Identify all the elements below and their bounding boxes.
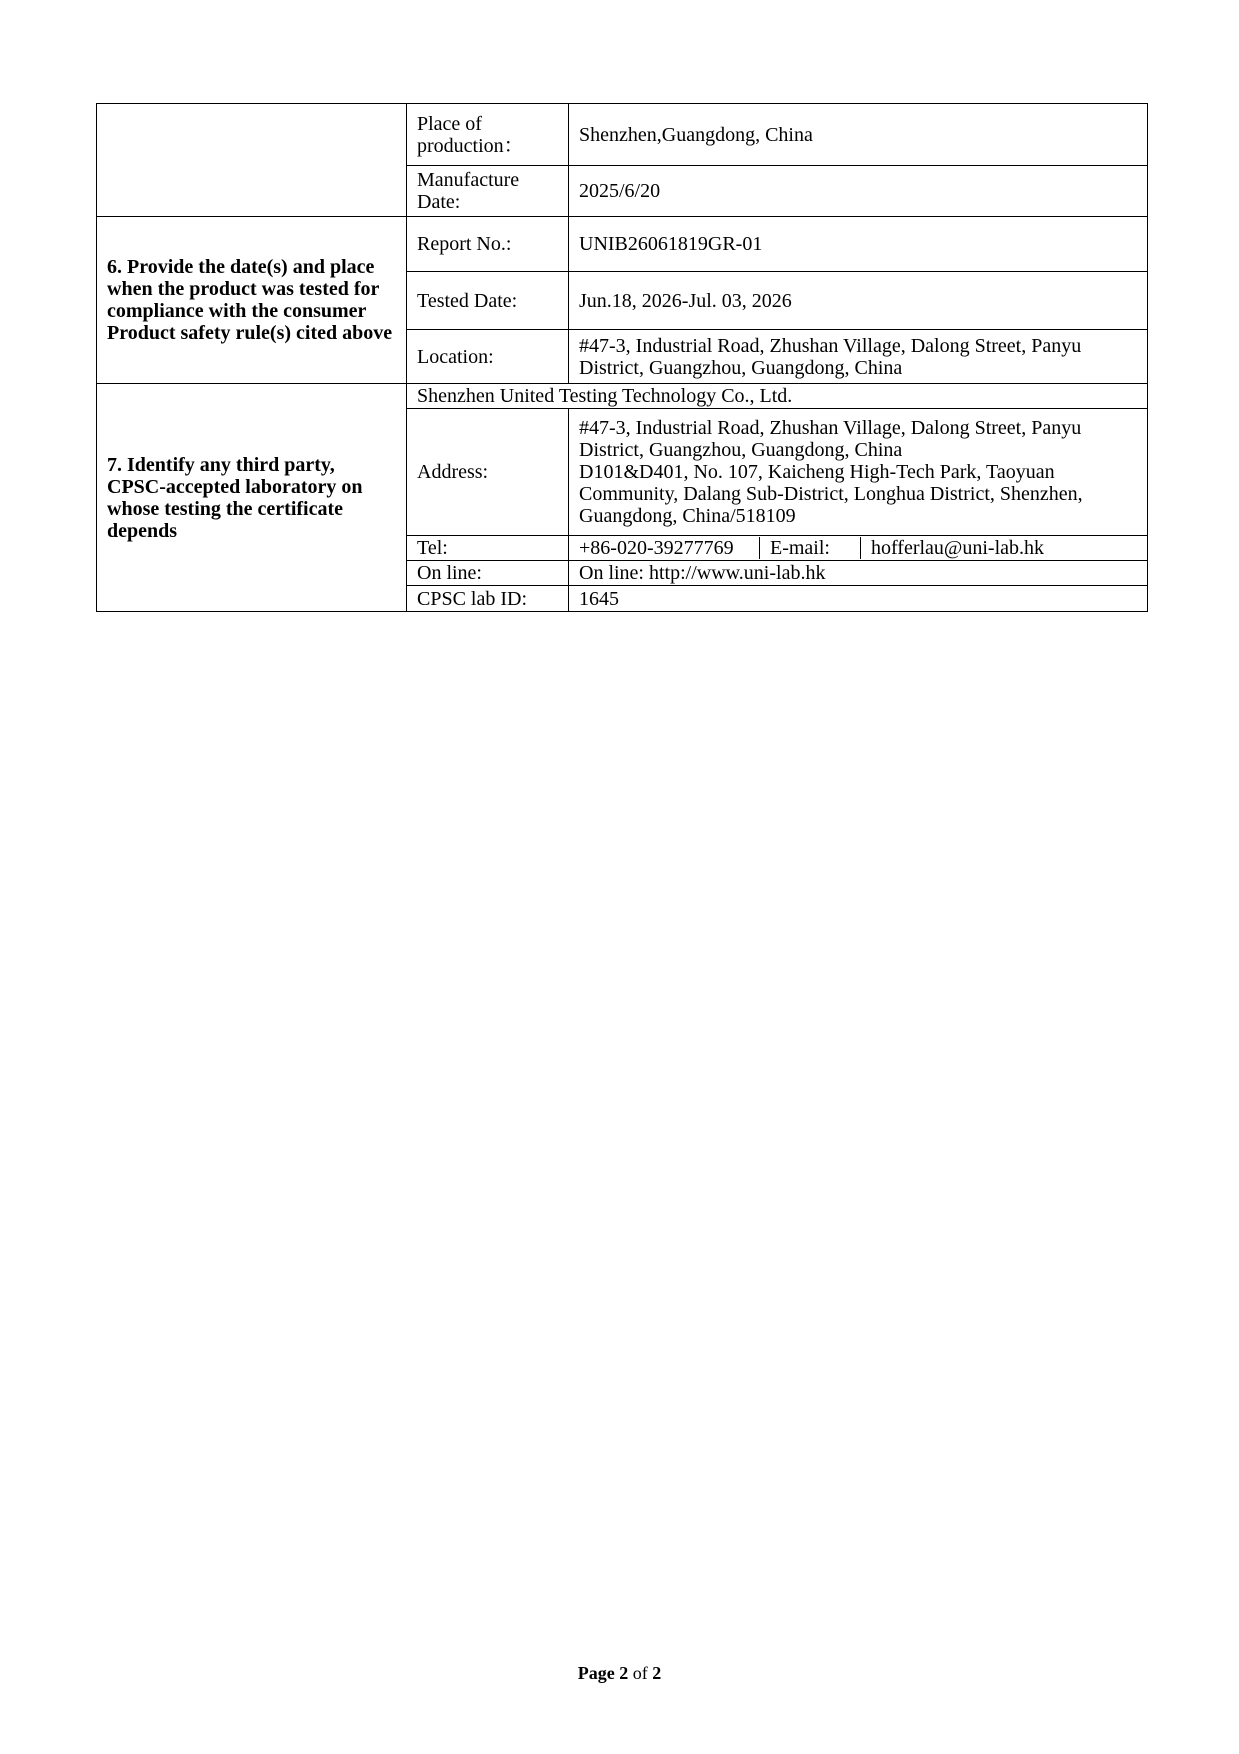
- empty-question-cell: [97, 104, 407, 217]
- online-label: On line:: [407, 561, 569, 586]
- email-value: hofferlau@uni-lab.hk: [871, 537, 1044, 559]
- question-7: 7. Identify any third party, CPSC-accepted laboratory on whose testing the certificate depends: [97, 384, 407, 612]
- location-value: #47-3, Industrial Road, Zhushan Village, Dalong Street, Panyu District, Guangzhou, Guangdong, China: [569, 330, 1148, 384]
- email-label: E-mail:: [760, 537, 861, 559]
- report-no-value: UNIB26061819GR-01: [569, 217, 1148, 272]
- report-no-label: Report No.:: [407, 217, 569, 272]
- address-line-1: #47-3, Industrial Road, Zhushan Village, Dalong Street, Panyu District, Guangzhou, Guangdong, China: [579, 417, 1082, 461]
- page-footer: [0, 1663, 1239, 1684]
- online-value: On line: http://www.uni-lab.hk: [569, 561, 1148, 586]
- page-total: 2: [652, 1663, 662, 1683]
- place-label: Place of production：: [407, 104, 569, 166]
- location-label: Location:: [407, 330, 569, 384]
- page-word: Page: [577, 1663, 615, 1683]
- address-label: Address:: [407, 409, 569, 536]
- table-row: [97, 384, 1148, 409]
- contact-cell: [569, 536, 1148, 561]
- of-word: of: [632, 1663, 648, 1683]
- certificate-table: [96, 103, 1148, 612]
- lab-name: Shenzhen United Testing Technology Co., Ltd.: [407, 384, 1148, 409]
- table-row: [97, 104, 1148, 166]
- tel-value: +86-020-39277769: [579, 537, 760, 559]
- manufacture-date-value: 2025/6/20: [569, 166, 1148, 217]
- cpsc-lab-id-value: 1645: [569, 586, 1148, 612]
- manufacture-date-label: Manufacture Date:: [407, 166, 569, 217]
- tested-date-label: Tested Date:: [407, 272, 569, 330]
- table-row: [97, 217, 1148, 272]
- page-current: 2: [619, 1663, 629, 1683]
- question-6: 6. Provide the date(s) and place when the product was tested for compliance with the consumer Product safety rule(s) cited above: [97, 217, 407, 384]
- address-line-2: D101&D401, No. 107, Kaicheng High-Tech Park, Taoyuan Community, Dalang Sub-District, Longhua District, Shenzhen, Guangdong, China/518109: [579, 461, 1083, 527]
- tel-label: Tel:: [407, 536, 569, 561]
- place-value: Shenzhen,Guangdong, China: [569, 104, 1148, 166]
- cpsc-lab-id-label: CPSC lab ID:: [407, 586, 569, 612]
- tested-date-value: Jun.18, 2026-Jul. 03, 2026: [569, 272, 1148, 330]
- address-value: [569, 409, 1148, 536]
